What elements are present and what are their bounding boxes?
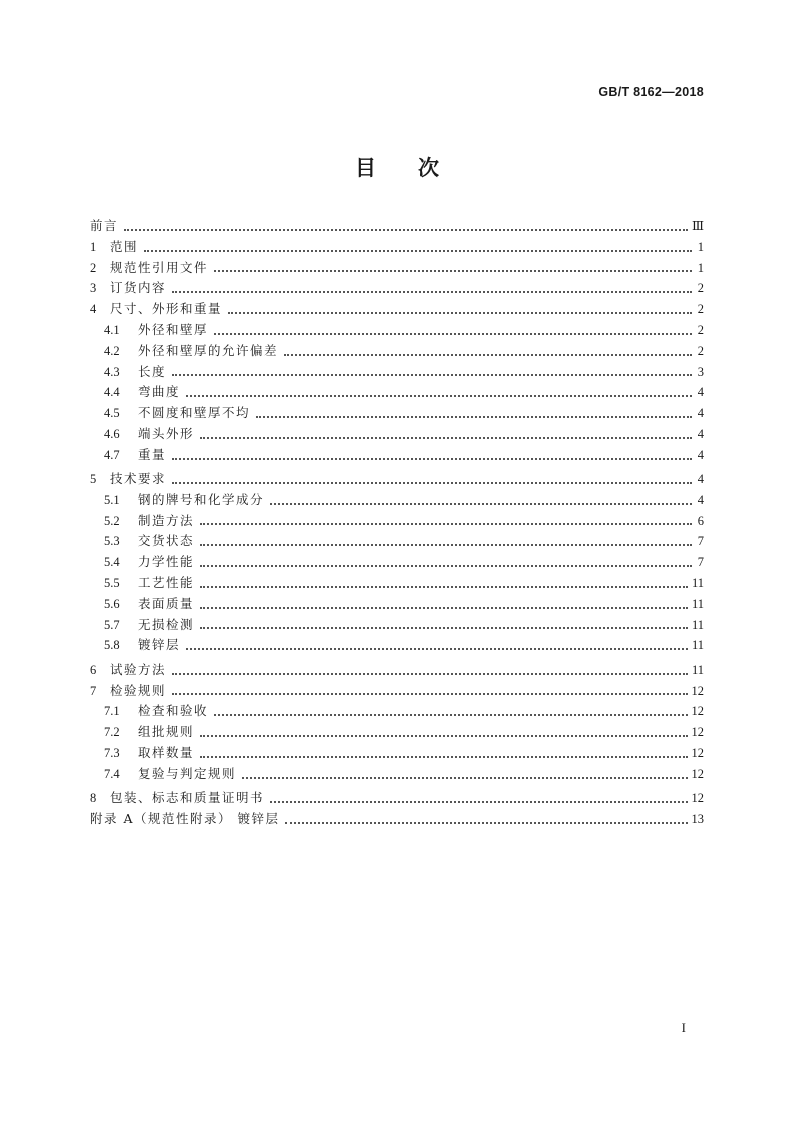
toc-entry-title: 尺寸、外形和重量 — [110, 301, 223, 317]
toc-entry-page: 12 — [691, 766, 704, 781]
toc-entry-number: 3 — [90, 281, 97, 296]
toc-entry-title: 规范性引用文件 — [110, 259, 209, 275]
toc-entry-number: 5.8 — [104, 638, 120, 653]
toc-section-entry[interactable] — [90, 469, 704, 490]
dot-leader — [200, 565, 692, 567]
toc-section-entry[interactable] — [90, 258, 704, 279]
dot-leader — [270, 801, 687, 803]
toc-entry-number: 4.4 — [104, 385, 120, 400]
toc-entry-number: 1 — [90, 239, 97, 254]
toc-subsection-entry[interactable] — [90, 635, 704, 656]
dot-leader — [285, 822, 687, 824]
toc-entry-title: 组批规则 — [138, 724, 195, 740]
toc-subsection-entry[interactable] — [90, 424, 704, 445]
toc-entry-page: 11 — [691, 638, 704, 653]
toc-entry-page: 12 — [691, 683, 704, 698]
page-title — [0, 152, 794, 182]
dot-leader — [172, 458, 692, 460]
toc-subsection-entry[interactable] — [90, 511, 704, 532]
dot-leader — [186, 395, 692, 397]
dot-leader — [172, 482, 692, 484]
toc-subsection-entry[interactable] — [90, 531, 704, 552]
toc-entry-page: 4 — [697, 447, 704, 462]
toc-entry-page: 12 — [691, 791, 704, 806]
toc-entry-page: 1 — [697, 239, 704, 254]
toc-entry-title: 制造方法 — [138, 512, 195, 528]
toc-entry-title: 端头外形 — [138, 425, 195, 441]
toc-entry-number: 4.5 — [104, 406, 120, 421]
toc-entry-page: 2 — [697, 302, 704, 317]
toc-entry-title: 重量 — [138, 446, 167, 462]
toc-subsection-entry[interactable] — [90, 701, 704, 722]
toc-entry-number: 7 — [90, 683, 97, 698]
standard-code: GB/T 8162—2018 — [598, 85, 704, 99]
table-of-contents — [90, 216, 704, 830]
toc-section-entry[interactable] — [90, 278, 704, 299]
toc-section-entry[interactable] — [90, 681, 704, 702]
toc-entry-title: 技术要求 — [110, 471, 167, 487]
toc-entry-page: 4 — [697, 492, 704, 507]
toc-entry-number: 6 — [90, 662, 97, 677]
toc-entry-number: 7.2 — [104, 725, 120, 740]
toc-entry-title: 无损检测 — [138, 616, 195, 632]
toc-entry-page: 7 — [697, 534, 704, 549]
toc-entry-page: 4 — [697, 385, 704, 400]
toc-entry-title: 检验规则 — [110, 682, 167, 698]
toc-entry-title: 复验与判定规则 — [138, 765, 237, 781]
toc-section-entry[interactable] — [90, 216, 704, 237]
dot-leader — [214, 714, 687, 716]
dot-leader — [172, 374, 692, 376]
toc-entry-number: 5.1 — [104, 492, 120, 507]
toc-subsection-entry[interactable] — [90, 552, 704, 573]
toc-entry-number: 4.3 — [104, 364, 120, 379]
toc-entry-page: 7 — [697, 555, 704, 570]
toc-entry-title: 试验方法 — [110, 661, 167, 677]
toc-entry-page: 6 — [697, 513, 704, 528]
toc-entry-number: 4.2 — [104, 343, 120, 358]
toc-entry-number: 5.5 — [104, 576, 120, 591]
toc-entry-title: 订货内容 — [110, 280, 167, 296]
dot-leader — [200, 627, 688, 629]
dot-leader — [200, 586, 688, 588]
dot-leader — [172, 291, 692, 293]
toc-subsection-entry[interactable] — [90, 615, 704, 636]
toc-section-entry[interactable] — [90, 809, 704, 830]
toc-entry-page: Ⅲ — [691, 219, 704, 233]
dot-leader — [200, 756, 687, 758]
toc-entry-title: 镀锌层 — [138, 637, 181, 653]
toc-section-entry[interactable] — [90, 237, 704, 258]
toc-section-entry[interactable] — [90, 299, 704, 320]
dot-leader — [186, 648, 688, 650]
dot-leader — [284, 354, 692, 356]
dot-leader — [256, 416, 692, 418]
toc-entry-number: 7.3 — [104, 745, 120, 760]
toc-entry-number: 5.2 — [104, 513, 120, 528]
dot-leader — [200, 607, 688, 609]
toc-entry-page: 2 — [697, 343, 704, 358]
toc-entry-number: 5.6 — [104, 596, 120, 611]
toc-entry-number: 4.7 — [104, 447, 120, 462]
toc-entry-page: 11 — [691, 576, 704, 591]
toc-entry-title: 取样数量 — [138, 744, 195, 760]
toc-entry-page: 3 — [697, 364, 704, 379]
toc-entry-number: 7.1 — [104, 704, 120, 719]
toc-entry-title: 外径和壁厚 — [138, 321, 209, 337]
toc-entry-page: 12 — [691, 725, 704, 740]
toc-entry-number: 5 — [90, 472, 97, 487]
toc-entry-page: 2 — [697, 322, 704, 337]
toc-entry-page: 11 — [691, 662, 704, 677]
dot-leader — [270, 503, 692, 505]
dot-leader — [172, 693, 687, 695]
toc-entry-title: 外径和壁厚的允许偏差 — [138, 342, 279, 358]
toc-entry-title: 钢的牌号和化学成分 — [138, 491, 265, 507]
toc-section-entry[interactable] — [90, 660, 704, 681]
toc-entry-title: 前言 — [90, 218, 119, 233]
toc-entry-title: 包装、标志和质量证明书 — [110, 790, 265, 806]
toc-entry-title: 长度 — [138, 363, 167, 379]
dot-leader — [214, 270, 692, 272]
dot-leader — [214, 333, 692, 335]
dot-leader — [242, 777, 687, 779]
toc-entry-title: 工艺性能 — [138, 575, 195, 591]
toc-entry-page: 4 — [697, 406, 704, 421]
toc-subsection-entry[interactable] — [90, 573, 704, 594]
toc-entry-number: 5.7 — [104, 617, 120, 632]
toc-entry-title: 弯曲度 — [138, 384, 181, 400]
toc-entry-title: 附录 A（规范性附录） 镀锌层 — [90, 810, 280, 826]
toc-subsection-entry[interactable] — [90, 490, 704, 511]
dot-leader — [200, 523, 692, 525]
toc-entry-title: 力学性能 — [138, 554, 195, 570]
page-number: I — [681, 1020, 686, 1035]
toc-entry-number: 5.3 — [104, 534, 120, 549]
toc-entry-number: 4.6 — [104, 426, 120, 441]
toc-entry-page: 11 — [691, 596, 704, 611]
toc-subsection-entry[interactable] — [90, 382, 704, 403]
toc-subsection-entry[interactable] — [90, 445, 704, 466]
toc-subsection-entry[interactable] — [90, 403, 704, 424]
toc-entry-title: 交货状态 — [138, 533, 195, 549]
dot-leader — [228, 312, 692, 314]
dot-leader — [200, 437, 692, 439]
toc-entry-page: 4 — [697, 472, 704, 487]
title-char-1: 目 — [355, 156, 376, 180]
dot-leader — [200, 735, 687, 737]
toc-entry-title: 表面质量 — [138, 595, 195, 611]
toc-entry-page: 12 — [691, 745, 704, 760]
toc-subsection-entry[interactable] — [90, 341, 704, 362]
toc-entry-page: 12 — [691, 704, 704, 719]
toc-entry-page: 13 — [691, 811, 704, 826]
dot-leader — [124, 229, 688, 231]
dot-leader — [144, 250, 692, 252]
toc-entry-page: 2 — [697, 281, 704, 296]
toc-section-entry[interactable] — [90, 788, 704, 809]
toc-subsection-entry[interactable] — [90, 722, 704, 743]
toc-subsection-entry[interactable] — [90, 764, 704, 785]
toc-entry-page: 11 — [691, 617, 704, 632]
toc-subsection-entry[interactable] — [90, 743, 704, 764]
toc-entry-title: 不圆度和壁厚不均 — [138, 405, 251, 421]
toc-entry-page: 1 — [697, 260, 704, 275]
toc-subsection-entry[interactable] — [90, 320, 704, 341]
toc-entry-number: 8 — [90, 791, 97, 806]
toc-entry-number: 5.4 — [104, 555, 120, 570]
title-char-2: 次 — [418, 156, 439, 180]
toc-entry-title: 范围 — [110, 238, 139, 254]
toc-subsection-entry[interactable] — [90, 594, 704, 615]
toc-entry-number: 4.1 — [104, 322, 120, 337]
toc-entry-number: 7.4 — [104, 766, 120, 781]
dot-leader — [200, 544, 692, 546]
toc-entry-number: 2 — [90, 260, 97, 275]
toc-entry-number: 4 — [90, 302, 97, 317]
toc-entry-page: 4 — [697, 426, 704, 441]
toc-subsection-entry[interactable] — [90, 362, 704, 383]
dot-leader — [172, 673, 688, 675]
toc-entry-title: 检查和验收 — [138, 703, 209, 719]
